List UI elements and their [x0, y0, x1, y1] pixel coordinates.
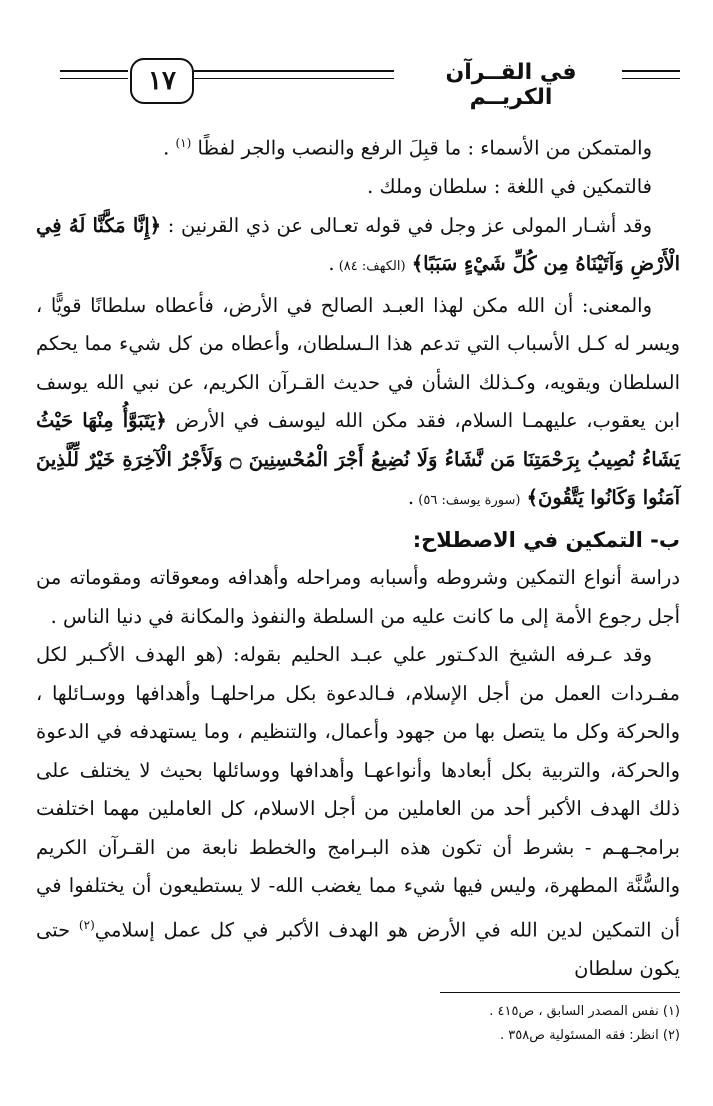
paragraph-2: فالتمكين في اللغة : سلطان وملك . [367, 175, 652, 198]
paragraph-1 [36, 124, 680, 168]
body-text [36, 124, 680, 988]
paragraph-1-text: والمتمكن من الأسماء : ما قبِلَ الرفع والنصب والجر لفظًا [197, 136, 652, 160]
paragraph-6-end: حتى يكون سلطان [36, 918, 680, 980]
page-header [60, 56, 680, 112]
footnote-ref-1: (١) [175, 136, 192, 150]
footnote-divider [440, 992, 680, 993]
footnote-2: (٢) انظر: فقه المسئولية ص٣٥٨ . [500, 1028, 680, 1043]
paragraph-4-text: والمعنى: أن الله مكن لهذا العبـد الصالح في الأرض، فأعطاه سلطانًا قويًّا ، ويسر له كـل الأسباب التي تدعم هذا الـسلطان، وأعطاه من كل شيء مما يحكم السلطان ويقويه، وكـذلك الشأن في حديث القـرآن الكريم، عن نبي الله يوسف ابن يعقوب، عليهمـا السلام، فقد مكن الله ليوسف في الأرض [36, 293, 680, 432]
header-rule-right-bottom [622, 78, 680, 79]
page-number: ١٧ [130, 58, 194, 104]
quran-verse-yusuf: ﴿يَتَبَوَّأُ مِنْهَا حَيْثُ يَشَاءُ نُصِيبُ بِرَحْمَتِنَا مَن نَّشَاءُ وَلَا نُضِيعُ أَجْرَ الْمُحْسِنِينَ ۝ وَلَأَجْرُ الْآخِرَةِ خَيْرٌ لِّلَّذِينَ آمَنُوا وَكَانُوا يَتَّقُونَ﴾ [36, 409, 680, 509]
paragraph-4-end: . [407, 486, 415, 509]
header-rule-right-top [622, 70, 680, 72]
paragraph-3-text: وقد أشـار المولى عز وجل في قوله تعـالى عن ذي القرنين : [161, 213, 652, 237]
verse-reference-yusuf: (سورة يوسف: ٥٦) [414, 493, 521, 508]
section-title: ب- التمكين في الاصطلاح: [412, 527, 680, 552]
header-rule-left-top [60, 70, 128, 72]
verse-reference-kahf: (الكهف: ٨٤) [334, 259, 406, 274]
header-rule-left-bottom [60, 78, 128, 79]
paragraph-4 [36, 287, 680, 521]
header-rule-middle-bottom [194, 78, 394, 79]
footnote-1: (١) نفس المصدر السابق ، ص٤١٥ . [489, 1004, 680, 1019]
footnote-ref-2: (٢) [78, 917, 95, 932]
header-title: في القــرآن الكريــم [445, 60, 577, 110]
footnotes [36, 1000, 680, 1048]
paragraph-6-text: وقد عـرفه الشيخ الدكـتور علي عبـد الحليم بقوله: (هو الهدف الأكـبر لكل مفـردات العمل من أجل الإسلام، فـالدعوة بكل مراحلهـا وأهدافها ووسـائلها ، والحركة وكل ما يتصل بها من جهود وأعمال، والتنظيم ، وما يستهدفه في الدعوة والحركة، والتربية بكل أبعادها وأنواعهـا وأهدافها ووسائلها بحيث لا يختلف على ذلك الهدف الأكبر أحد من العاملين من أجل الاسلام، كل العاملين مهما اختلفت برامجـهـم - بشرط أن تكون هذه البـرامج والخطط نابعة من القـرآن الكريم والسُّنَّة المطهرة، وليس فيها شيء مما يغضب الله- لا يستطيعون أن يختلفوا في أن التمكين لدين الله في الأرض هو الهدف الأكبر في كل عمل إسلامي [36, 643, 680, 941]
paragraph-6 [36, 636, 680, 988]
paragraph-3 [36, 207, 680, 287]
paragraph-1-end: . [163, 136, 170, 160]
paragraph-3-end: . [328, 252, 335, 275]
header-rule-middle-top [194, 70, 394, 72]
paragraph-5: دراسة أنواع التمكين وشروطه وأسبابه ومراحله وأهدافه ومعوقاته ومقوماته من أجل رجوع الأمة إلى ما كانت عليه من السلطة والنفوذ والمكانة في دنيا الناس . [36, 566, 680, 628]
quran-verse-kahf: ﴿إِنَّا مَكَّنَّا لَهُ فِي الْأَرْضِ وَآتَيْنَاهُ مِن كُلِّ شَيْءٍ سَبَبًا﴾ [36, 213, 680, 275]
